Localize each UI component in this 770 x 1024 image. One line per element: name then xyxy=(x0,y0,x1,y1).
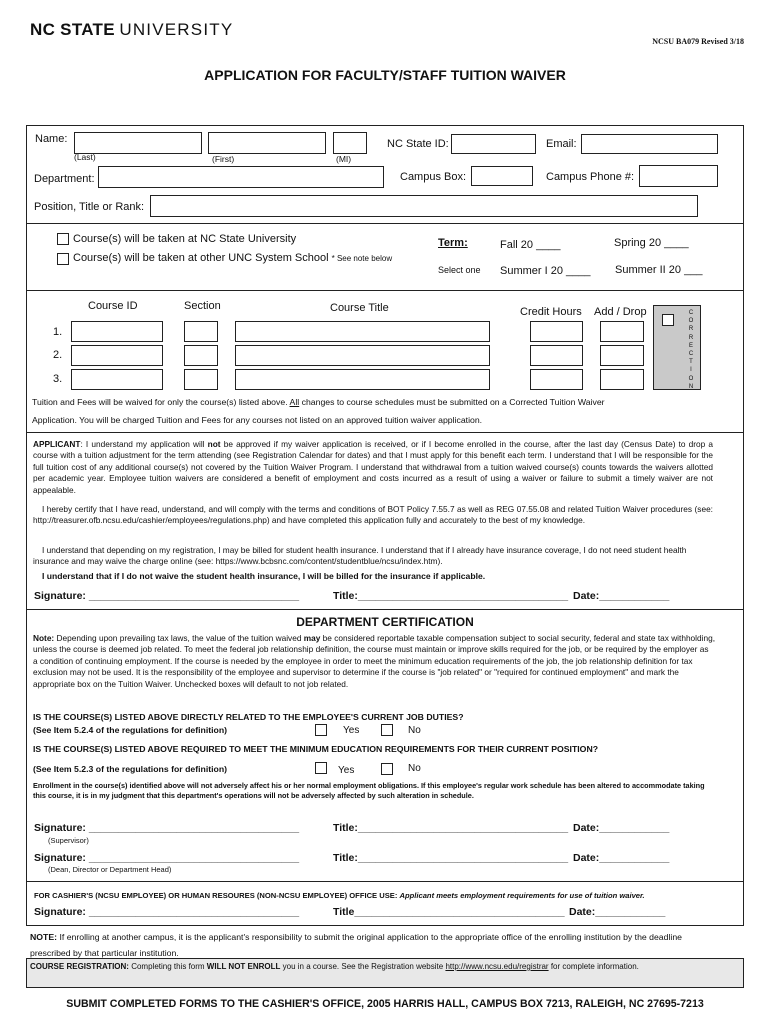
cashier-signature[interactable]: Signature: ____________________________________ xyxy=(34,906,300,918)
applicant-paragraph-2: I hereby certify that I have read, understand, and will comply with the terms and conditions of BOT Policy 7.55.7 as well as REG 07.55.08 and related Tuition Waiver procedures (see: http://treasurer.ofb.ncsu.edu/cashier/employees/regulations.php) and have completed this application fully and accurately to the best of my knowledge. xyxy=(33,504,713,526)
add-drop-field-3[interactable] xyxy=(600,369,644,390)
campus-phone-label: Campus Phone #: xyxy=(546,171,635,183)
supervisor-signature[interactable]: Signature: ____________________________________ xyxy=(34,822,300,834)
question-1: IS THE COURSE(S) LISTED ABOVE DIRECTLY RELATED TO THE EMPLOYEE'S CURRENT JOB DUTIES? xyxy=(33,712,464,722)
q1-yes-label: Yes xyxy=(343,725,360,736)
question-1-ref: (See Item 5.2.4 of the regulations for definition) xyxy=(33,725,228,735)
question-2: IS THE COURSE(S) LISTED ABOVE REQUIRED TO MEET THE MINIMUM EDUCATION REQUIREMENTS FOR THEIR CURRENT POSITION? xyxy=(33,744,599,754)
mi-sublabel: (MI) xyxy=(336,154,352,164)
unc-option-label xyxy=(73,252,392,264)
logo-thin-text: UNIVERSITY xyxy=(119,20,234,39)
dept-note-text: be considered reportable taxable compensation subject to social security, federal and state tax withholding, unless the course is deemed job related. To meet the federal job relationship definition, the course must maintain or improve skills required for the job, or be required by the employer as a condition of continuing employment. If the course is needed by the employee in order to meet the minimum education requirements of the job, the job relationship definition for tax exclusion may not be used. It is the responsibility of the employee and supervisor to determine if the course is "job related" or "required for continued employment" and mark the appropriate box on the Tuition Waiver. Unchecked boxes will default to not job related. xyxy=(33,633,716,689)
page-title: APPLICATION FOR FACULTY/STAFF TUITION WAIVER xyxy=(204,67,566,83)
form-code: NCSU BA079 Revised 3/18 xyxy=(652,37,744,46)
term-select-one: Select one xyxy=(438,265,481,275)
q2-no-label: No xyxy=(408,763,421,774)
reg-text: for complete information. xyxy=(550,962,639,971)
term-label: Term: xyxy=(438,237,468,249)
divider-courses xyxy=(26,290,744,291)
q1-no-label: No xyxy=(408,725,421,736)
dean-title[interactable]: Title:____________________________________ xyxy=(333,852,569,864)
cashier-text: FOR CASHIER'S (NCSU EMPLOYEE) OR HUMAN RESOURES (NON-NCSU EMPLOYEE) OFFICE USE: xyxy=(34,891,398,900)
correction-letter: R xyxy=(688,326,694,333)
course-title-field-2[interactable] xyxy=(235,345,490,366)
notice-line-2: Application. You will be charged Tuition and Fees for any courses not listed on an approved tuition waiver application. xyxy=(32,415,483,425)
applicant-not: not xyxy=(207,439,221,449)
dept-note xyxy=(33,633,715,690)
reg-text: you in a course. See the Registration website xyxy=(282,962,444,971)
enrollment-statement: Enrollment in the course(s) identified above will not adversely affect his or her normal employment obligations. If this employee's regular work schedule has been altered to accommodate taking this course, it is in my judgment that this department's operations will not be adversely affected by such alteration in schedule. xyxy=(33,781,705,801)
applicant-date[interactable]: Date:____________ xyxy=(573,590,670,602)
section-field-1[interactable] xyxy=(184,321,218,342)
applicant-paragraph-1 xyxy=(33,439,713,496)
notice-text: changes to course schedules must be submitted on a Corrected Tuition Waiver xyxy=(301,397,605,407)
cashier-line xyxy=(34,891,645,900)
logo-bold-text: NC STATE xyxy=(30,20,115,39)
notice-line-1 xyxy=(32,397,605,407)
campus-phone-field[interactable] xyxy=(639,165,718,187)
course-title-header: Course Title xyxy=(330,302,389,314)
position-label: Position, Title or Rank: xyxy=(34,201,145,213)
dean-date[interactable]: Date:____________ xyxy=(573,852,670,864)
applicant-paragraph-3: I understand that depending on my registration, I may be billed for student health insurance. I understand that if I already have insurance coverage, I do not need student health insurance and may waive the charge online (see: https://www.bcbsnc.com/content/studentblue/ncsu/index.htm). xyxy=(33,545,687,567)
supervisor-title[interactable]: Title:____________________________________ xyxy=(333,822,569,834)
ncstate-id-label: NC State ID: xyxy=(387,138,449,150)
email-field[interactable] xyxy=(581,134,718,154)
row-number-1: 1. xyxy=(53,326,63,338)
cashier-date[interactable]: Date:____________ xyxy=(569,906,666,918)
q2-no-checkbox[interactable] xyxy=(381,763,393,775)
divider-cashier xyxy=(26,881,744,882)
footer-note-label: NOTE: xyxy=(30,932,58,942)
footer-note xyxy=(30,929,720,961)
course-registration-text xyxy=(30,960,720,974)
q1-no-checkbox[interactable] xyxy=(381,724,393,736)
divider-top xyxy=(26,223,744,224)
ncsu-option-label: Course(s) will be taken at NC State University xyxy=(73,233,297,245)
department-label: Department: xyxy=(34,173,95,185)
notice-all: All xyxy=(289,397,300,407)
section-header: Section xyxy=(184,300,221,312)
dept-note-may: may xyxy=(303,633,321,643)
section-field-2[interactable] xyxy=(184,345,218,366)
applicant-title[interactable]: Title:____________________________________ xyxy=(333,590,569,602)
cashier-italic-text: Applicant meets employment requirements for use of tuition waiver. xyxy=(399,891,645,900)
correction-letter: I xyxy=(690,367,692,374)
applicant-label: APPLICANT xyxy=(33,439,81,449)
credit-hours-field-1[interactable] xyxy=(530,321,583,342)
position-field[interactable] xyxy=(150,195,698,217)
question-2-ref: (See Item 5.2.3 of the regulations for definition) xyxy=(33,764,228,774)
credit-hours-field-2[interactable] xyxy=(530,345,583,366)
ncstate-id-field[interactable] xyxy=(451,134,536,154)
dept-note-label: Note: xyxy=(33,633,55,643)
term-summer2[interactable]: Summer II 20 ___ xyxy=(615,264,703,276)
correction-letter: O xyxy=(688,375,694,382)
add-drop-header: Add / Drop xyxy=(594,306,647,318)
term-spring[interactable]: Spring 20 ____ xyxy=(614,237,689,249)
unc-note-text: * See note below xyxy=(331,254,393,263)
applicant-text: be approved if my waiver application is received, or if I become enrolled in the course, after the last day (Census Date) to drop a course with a tuition adjustment for the term attending (see Registration Calendar for dates) and that I must apply for this benefit each term. I understand that I will be responsible for the full tuition cost of any additional course(s) not covered by the Tuition Waiver Program. I understand that withdrawal from a tuition waived course(s) counts towards the waivers allotted per academic year. Employee tuition waivers are considered a benefit of employment and costs incurred as a result of using a waiver or failure to submit a timely waiver are not appealable. xyxy=(33,439,714,495)
ncsu-checkbox[interactable] xyxy=(57,233,69,245)
supervisor-sublabel: (Supervisor) xyxy=(48,836,89,845)
correction-letter: C xyxy=(688,310,694,316)
last-sublabel: (Last) xyxy=(74,152,96,162)
add-drop-field-1[interactable] xyxy=(600,321,644,342)
notice-text: Tuition and Fees will be waived for only the course(s) listed above. xyxy=(32,397,288,407)
cashier-title[interactable]: Title____________________________________ xyxy=(333,906,565,918)
row-number-2: 2. xyxy=(53,349,63,361)
dept-heading: DEPARTMENT CERTIFICATION xyxy=(296,615,474,629)
credit-hours-field-3[interactable] xyxy=(530,369,583,390)
applicant-signature[interactable]: Signature: ____________________________________ xyxy=(34,590,300,602)
row-number-3: 3. xyxy=(53,373,63,385)
correction-letter: E xyxy=(688,342,693,349)
reg-will-not: WILL NOT ENROLL xyxy=(206,962,281,971)
registrar-link[interactable]: http://www.ncsu.edu/registrar xyxy=(445,962,549,971)
correction-letter: O xyxy=(688,318,694,325)
correction-letter: T xyxy=(689,359,693,366)
first-name-field[interactable] xyxy=(208,132,326,154)
name-label: Name: xyxy=(35,133,68,145)
applicant-paragraph-4: I understand that if I do not waive the student health insurance, I will be billed for the insurance if applicable. xyxy=(42,571,486,581)
footer-note-text: If enrolling at another campus, it is the applicant's responsibility to submit the original application to the appropriate office of the enrolling institution by the deadline prescribed by that particular institution. xyxy=(30,932,682,958)
submit-instructions: SUBMIT COMPLETED FORMS TO THE CASHIER'S OFFICE, 2005 HARRIS HALL, CAMPUS BOX 7213, RALEIGH, NC 27695-7213 xyxy=(66,998,704,1010)
reg-text: Completing this form xyxy=(131,962,205,971)
course-id-field-2[interactable] xyxy=(71,345,163,366)
course-id-header: Course ID xyxy=(88,300,138,312)
section-field-3[interactable] xyxy=(184,369,218,390)
correction-letter: R xyxy=(688,334,694,341)
course-id-field-1[interactable] xyxy=(71,321,163,342)
q2-yes-checkbox[interactable] xyxy=(315,762,327,774)
university-logo xyxy=(30,20,233,40)
correction-letter: C xyxy=(688,351,694,358)
campus-box-label: Campus Box: xyxy=(400,171,467,183)
credit-hours-header: Credit Hours xyxy=(520,306,582,318)
email-label: Email: xyxy=(546,138,577,150)
supervisor-date[interactable]: Date:____________ xyxy=(573,822,670,834)
reg-label: COURSE REGISTRATION: xyxy=(30,962,129,971)
course-title-field-3[interactable] xyxy=(235,369,490,390)
divider-dept xyxy=(26,609,744,610)
dept-note-text: Depending upon prevailing tax laws, the value of the tuition waived xyxy=(56,633,302,643)
applicant-text: : I understand my application will xyxy=(80,439,205,449)
department-field[interactable] xyxy=(98,166,384,188)
correction-checkbox[interactable] xyxy=(662,314,674,326)
unc-option-text: Course(s) will be taken at other UNC System School xyxy=(73,252,329,264)
first-sublabel: (First) xyxy=(212,154,235,164)
course-title-field-1[interactable] xyxy=(235,321,490,342)
correction-vertical-label xyxy=(686,309,696,391)
q2-yes-label: Yes xyxy=(338,765,355,776)
campus-box-field[interactable] xyxy=(471,166,533,186)
q1-yes-checkbox[interactable] xyxy=(315,724,327,736)
divider-applicant xyxy=(26,432,744,433)
divider-footer xyxy=(26,925,744,926)
add-drop-field-2[interactable] xyxy=(600,345,644,366)
course-id-field-3[interactable] xyxy=(71,369,163,390)
dean-signature[interactable]: Signature: ____________________________________ xyxy=(34,852,300,864)
dean-sublabel: (Dean, Director or Department Head) xyxy=(48,865,172,874)
correction-letter: N xyxy=(688,383,694,390)
mi-field[interactable] xyxy=(333,132,367,154)
last-name-field[interactable] xyxy=(74,132,202,154)
term-summer1[interactable]: Summer I 20 ____ xyxy=(500,265,591,277)
unc-checkbox[interactable] xyxy=(57,253,69,265)
term-fall[interactable]: Fall 20 ____ xyxy=(500,239,561,251)
